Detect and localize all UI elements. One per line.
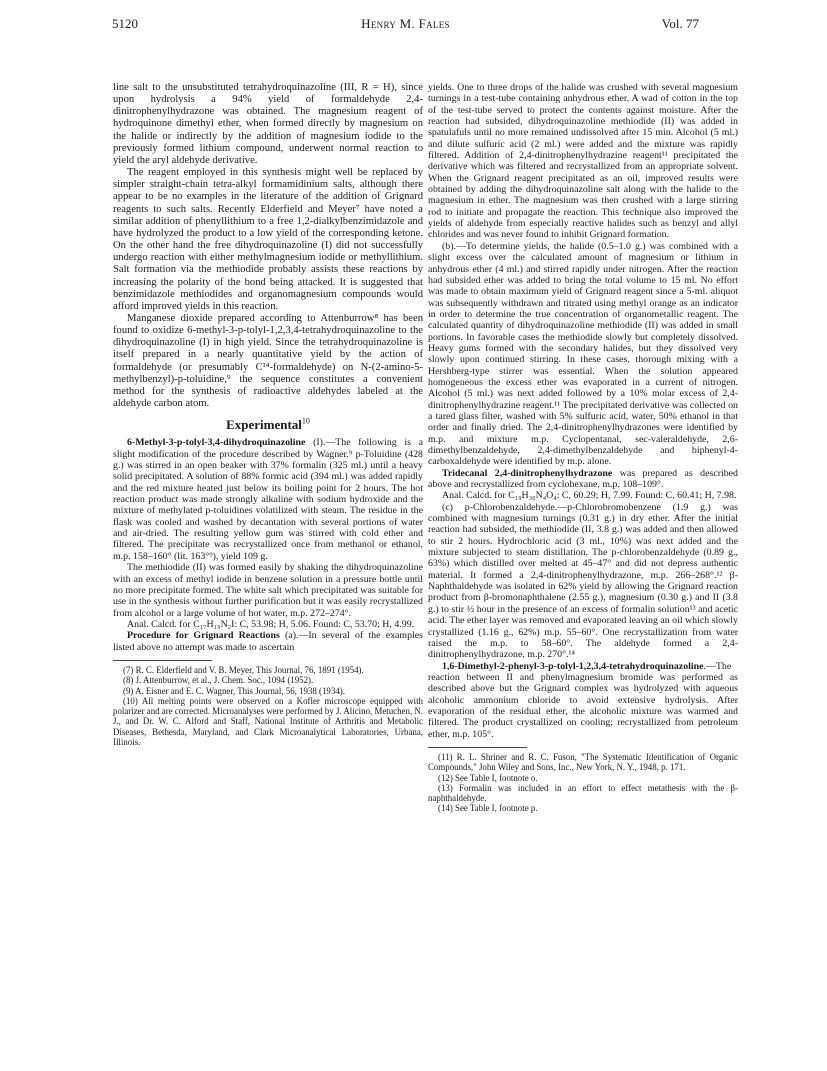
compound-i-text: (I).—The following is a slight modification of the procedure described by Wagner.⁹ p-Toluidine (428 g.) was stirred in an open beaker with 37% formalin (325 ml.) until a heavy solid precipitated. A solution of 88% formic acid (394 ml.) was added rapidly and the red mixture heated just below its boiling point for 2 hours. The hot reaction product was made strongly alkaline with sodium hydroxide and the mixture of methylated p-toluidines volatilized with steam. The residue in the flask was cooled and washed by decantation with several portions of water and air-dried. The resulting yellow gum was stirred with cold ether and filtered. The precipitate was recrystallized once from methanol or ethanol, m.p. 158–160° (lit. 163°⁹), yield 109 g.	[113, 437, 423, 562]
tridecanal-title: Tridecanal 2,4-dinitrophenylhydrazone	[442, 467, 613, 479]
experimental-title: Experimental	[226, 417, 302, 433]
compound-i-analysis: Anal. Calcd. for C₁₇H₁₉N₂I: C, 53.98; H, 5.06. Found: C, 53.70; H, 4.99.	[127, 618, 415, 630]
experimental-footnote-ref: 10	[301, 416, 310, 426]
footnote-rule-left	[113, 660, 212, 661]
page-number: 5120	[112, 16, 138, 31]
right-column	[428, 82, 738, 814]
volume-label: Vol. 77	[661, 16, 699, 31]
tetrahydroquinazoline-text: .—The reaction between II and phenylmagnesium bromide was performed as described above but the Grignard complex was hydrolyzed with aqueous alcoholic ammonium chloride to avoid extensive hydrolysis. After evaporation of the residual ether, the alcoholic mixture was warmed and filtered. The product crystallized on cooling; recrystallized from petroleum ether, m.p. 105°.	[428, 660, 738, 740]
footnote-rule-right	[428, 747, 527, 748]
left-paragraph-2: The reagent employed in this synthesis might well be replaced by simpler straight-chain tetra-alkyl formamidinium salts, although there appear to be no examples in the literature of the addition of Grignard reagents to such salts. Recently Elderfield and Meyer⁷ have noted a similar addition of phenyllithium to a free 1,2-dialkylbenzimidazole and have hydrolyzed the product to a low yield of the corresponding ketone. On the other hand the free dihydroquinazoline (I) did not successfully undergo reaction with either methylmagnesium iodide or methyllithium. Salt formation via the methiodide probably assists these reactions by increasing the polarity of the bond being attacked. It is suggested that benzimidazole methiodides and organomagnesium compounds would afford improved yields in this reaction.	[113, 167, 423, 312]
footnote-11: (11) R. L. Shriner and R. C. Fuson, "The Systematic Identification of Organic Compounds," John Wiley and Sons, Inc., New York, N. Y., 1948, p. 171.	[428, 751, 738, 773]
left-paragraph-1: line salt to the unsubstituted tetrahydroquinazoline (III, R = H), since upon hydrolysis a 94% yield of formaldehyde 2,4-dinitrophenylhydrazone was obtained. The magnesium reagent of hydroquinone dimethyl ether, when formed directly by magnesium on the halide or indirectly by the addition of magnesium iodide to the previously formed lithium compound, underwent normal reaction to yield the aryl aldehyde derivative.	[113, 82, 423, 166]
grignard-procedure-text: (a).—In several of the examples listed above no attempt was made to ascertain	[113, 630, 423, 653]
author-name: Henry M. Fales	[361, 16, 450, 31]
running-header	[112, 16, 699, 36]
footnote-12: (12) See Table I, footnote o.	[438, 772, 538, 783]
footnote-13: (13) Formalin was included in an effort to effect metathesis with the β-naphthaldehyde.	[428, 782, 738, 804]
footnote-7: (7) R. C. Elderfield and V. B. Meyer, This Journal, 76, 1891 (1954).	[123, 664, 364, 675]
tetrahydroquinazoline-title: 1,6-Dimethyl-2-phenyl-3-p-tolyl-1,2,3,4-tetrahydroquinazoline	[442, 660, 704, 672]
chlorobenzaldehyde-paragraph: (c) p-Chlorobenzaldehyde.—p-Chlorobromobenzene (1.9 g.) was combined with magnesium turnings (0.31 g.) in dry ether. After the initial reaction had subsided, the methiodide (II, 3.8 g.) was added and then allowed to stir 2 hours. Hydrochloric acid (3 ml., 10%) was next added and the mixture subjected to steam distillation. The p-chlorobenzaldehyde (0.89 g., 63%) which distilled over melted at 45–47° and did not depress authentic material. It formed a 2,4-dinitrophenylhydrazone, m.p. 266–268°.¹² β-Naphthaldehyde was isolated in 62% yield by allowing the Grignard reaction product from β-bromonaphthalene (2.55 g.), magnesium (0.30 g.) and II (3.8 g.) to stir ½ hour in the presence of an excess of formalin solution¹³ and acetic acid. The ether layer was removed and evaporated leaving an oil which slowly crystallized (1.16 g., 62%) m.p. 55–60°. One recrystallization from water raised the m.p. to 58–60°. The aldehyde formed a 2,4-dinitrophenylhydrazone, m.p. 270°.¹⁴	[428, 501, 738, 661]
grignard-procedure-paragraph	[113, 630, 423, 653]
footnote-8: (8) J. Attenburrow, et al., J. Chem. Soc., 1094 (1952).	[123, 675, 314, 686]
compound-i-title: 6-Methyl-3-p-tolyl-3,4-dihydroquinazoline	[127, 437, 306, 449]
right-paragraph-b: (b).—To determine yields, the halide (0.5–1.0 g.) was combined with a slight excess over the calculated amount of magnesium or lithium in anhydrous ether (4 ml.) and stirred rapidly under nitrogen. After the reaction had subsided ether was added to bring the total volume to 15 ml. No effort was made to obtain maximum yield of Grignard reagent since a 5-ml. aliquot was subsequently withdrawn and titrated using methyl orange as an indicator in order to determine the true concentration of organometallic reagent. The calculated quantity of dihydroquinazoline methiodide (II) was added in small portions. In favorable cases the methiodide slowly but completely dissolved. Heavy gums formed with the secondary halides, but they dissolved very slowly upon continued stirring. In these cases, thorough mixing with a Hershberg-type stirrer was essential. When the solution appeared homogeneous the excess ether was evaporated in a current of nitrogen. Alcohol (5 ml.) was next added followed by a 10% molar excess of 2,4-dinitrophenylhydrazine reagent.¹¹ The precipitated derivative was collected on a tared glass filter, washed with 5% sulfuric acid, water, 50% ethanol in that order and finally dried. The 2,4-dinitrophenylhydrazones were identified by m.p. and mixture m.p. Cyclopentanal, sec-valeraldehyde, 2,6-dimethylbenzaldehyde, 2,4-dimethylbenzaldehyde and biphenyl-4-carboxaldehyde were identified by m.p. alone.	[428, 240, 738, 468]
tetrahydroquinazoline-paragraph	[428, 661, 738, 740]
experimental-heading	[113, 416, 423, 433]
tridecanal-paragraph	[428, 468, 738, 491]
left-paragraph-3: Manganese dioxide prepared according to Attenburrow⁸ has been found to oxidize 6-methyl-3-p-tolyl-1,2,3,4-tetrahydroquinazoline to the dihydroquinazoline (I) in high yield. Since the tetrahydroquinazoline is itself prepared in a nearly quantitative yield by the action of formaldehyde (or presumably C¹⁴-formaldehyde) on N-(2-amino-5-methylbenzyl)-p-toluidine,⁹ the sequence constitutes a convenient method for the synthesis of radioactive aldehydes labeled at the aldehyde carbon atom.	[113, 312, 423, 410]
methiodide-paragraph: The methiodide (II) was formed easily by shaking the dihydroquinazoline with an excess of methyl iodide in benzene solution in a pressure bottle until no more precipitate formed. The white salt which precipitated was suitable for use in the synthesis without further purification but it was easily recrystallized from alcohol or a large volume of hot water, m.p. 272–274°.	[113, 562, 423, 619]
right-paragraph-a: yields. One to three drops of the halide was crushed with several magnesium turnings in a test-tube containing anhydrous ether. A wad of cotton in the top of the test-tube served to protect the contents against moisture. After the reaction had subsided, dihydroquinazoline methiodide (II) was added in spatulafuls until no more remained undissolved after 15 min. Alcohol (5 ml.) and dilute sulfuric acid (2 ml.) were added and the mixture was rapidly filtered. Addition of 2,4-dinitrophenylhydrazine reagent¹¹ precipitated the derivative which was filtered and recrystallized from an appropriate solvent. When the Grignard reagent precipitated as an oil, improved results were obtained by adding the dihydroquinazoline salt along with the halide to the magnesium in ether. The magnesium was then crushed with a large stirring rod to initiate and propagate the reaction. This technique also improved the yields of aldehyde from especially reactive halides such as benzyl and allyl chlorides and was never found to inhibit Grignard formation.	[428, 82, 738, 241]
left-column	[113, 82, 423, 747]
footnote-10: (10) All melting points were observed on a Kofler microscope equipped with polarizer and are corrected. Microanalyses were performed by J. Alicino, Metuchen, N. J., and Dr. W. C. Alford and Staff, National Institute of Arthritis and Metabolic Diseases, Bethesda, Maryland, and Clark Microanalytical Laboratories, Urbana, Illinois.	[113, 695, 424, 747]
compound-i-paragraph	[113, 437, 423, 562]
footnote-14: (14) See Table I, footnote p.	[438, 803, 538, 814]
tridecanal-analysis: Anal. Calcd. for C₁₉H₃₀N₄O₄: C, 60.29; H, 7.99. Found: C, 60.41; H, 7.98.	[442, 490, 737, 502]
grignard-procedure-title: Procedure for Grignard Reactions	[127, 630, 280, 642]
footnote-9: (9) A. Eisner and E. C. Wagner, This Journal, 56, 1938 (1934).	[123, 685, 345, 696]
tridecanal-text: was prepared as described above and recrystallized from cyclohexane, m.p. 108–109°.	[428, 467, 738, 491]
